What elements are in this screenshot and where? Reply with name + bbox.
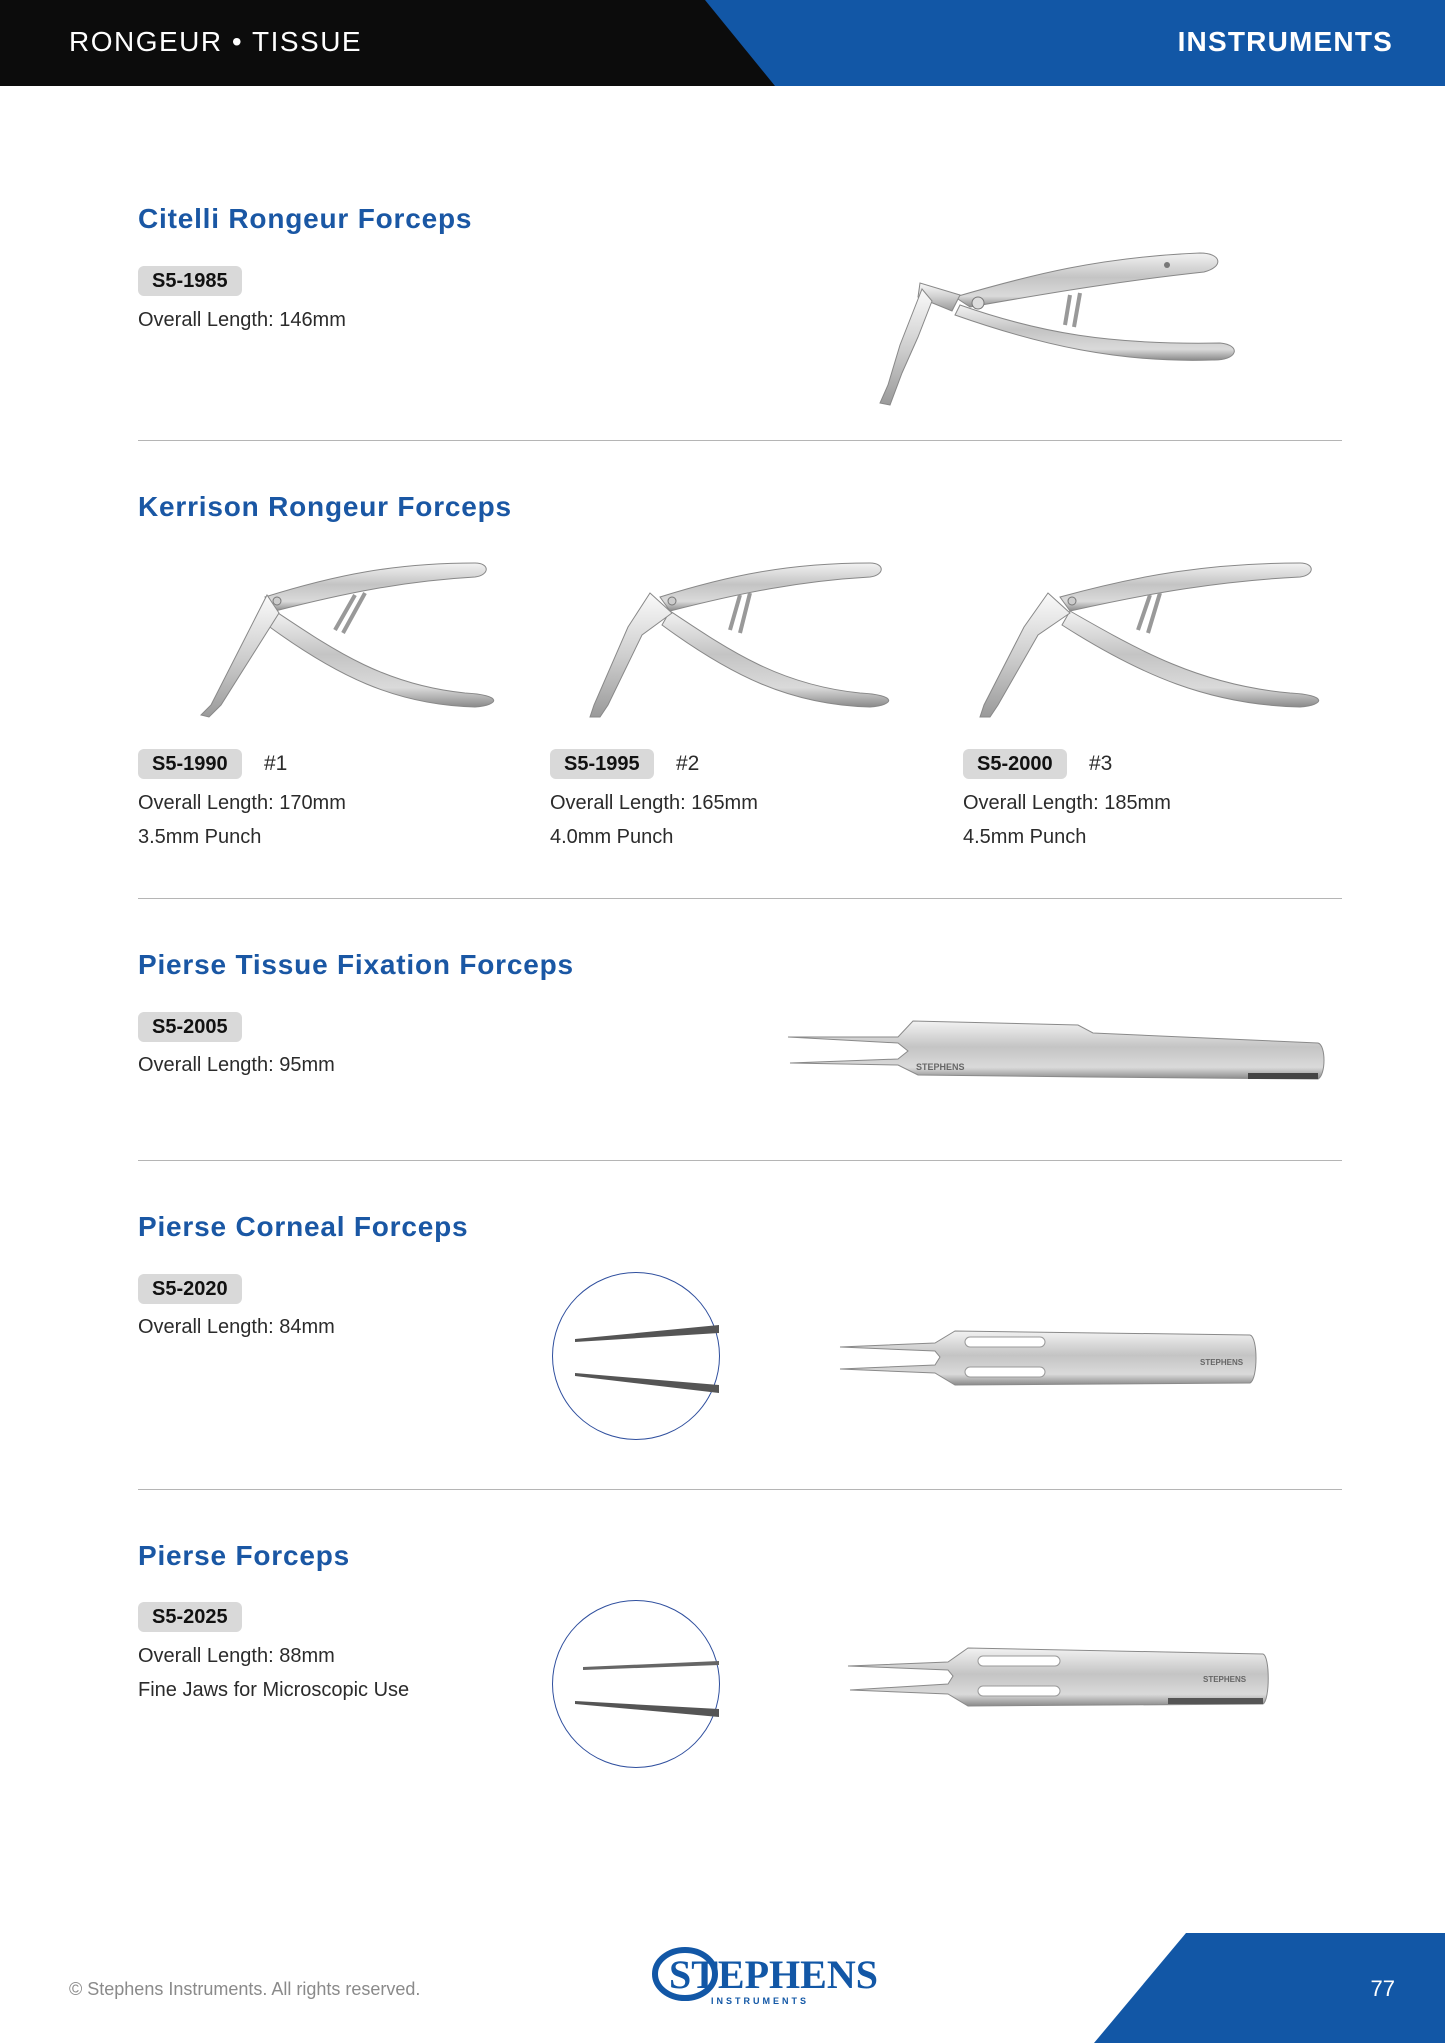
product-code-badge: S5-1995 — [550, 749, 654, 779]
section-divider — [138, 898, 1342, 899]
model-number: #2 — [676, 752, 700, 775]
tip-detail-magnifier — [552, 1600, 720, 1768]
section-title-citelli: Citelli Rongeur Forceps — [138, 203, 473, 234]
product-code-badge: S5-2005 — [138, 1012, 242, 1042]
kerrison-rongeur-2-image — [580, 555, 900, 720]
section-divider — [138, 440, 1342, 441]
model-number: #3 — [1089, 752, 1113, 775]
pierse-tissue-fixation-forceps-image — [788, 1015, 1328, 1095]
product-spec: 4.5mm Punch — [963, 826, 1087, 848]
product-code-badge: S5-2000 — [963, 749, 1067, 779]
engraving-text: STEPHENS — [1203, 1675, 1247, 1684]
header-category: RONGEUR • TISSUE — [69, 26, 363, 57]
product-spec: Overall Length: 95mm — [138, 1054, 335, 1076]
logo-subtext: INSTRUMENTS — [711, 1996, 809, 2006]
citelli-rongeur-image — [860, 245, 1240, 405]
product-spec: 4.0mm Punch — [550, 826, 674, 848]
pierse-forceps-image — [848, 1642, 1268, 1714]
product-spec: Overall Length: 88mm — [138, 1645, 335, 1667]
header-section: INSTRUMENTS — [1177, 26, 1393, 57]
section-title-pierse-corneal: Pierse Corneal Forceps — [138, 1211, 469, 1242]
product-spec: Overall Length: 185mm — [963, 792, 1171, 814]
section-divider — [138, 1489, 1342, 1490]
model-number: #1 — [264, 752, 288, 775]
product-code-badge: S5-1990 — [138, 749, 242, 779]
product-spec: 3.5mm Punch — [138, 826, 262, 848]
product-code-badge: S5-2025 — [138, 1602, 242, 1632]
pierse-corneal-forceps-image — [840, 1325, 1260, 1395]
product-spec: Overall Length: 165mm — [550, 792, 758, 814]
product-code-badge: S5-2020 — [138, 1274, 242, 1304]
engraving-text: STEPHENS — [1200, 1358, 1244, 1367]
section-divider — [138, 1160, 1342, 1161]
section-title-pierse-forceps: Pierse Forceps — [138, 1540, 350, 1571]
copyright-notice: © Stephens Instruments. All rights reserved. — [69, 1979, 421, 1999]
product-code-badge: S5-1985 — [138, 266, 242, 296]
tip-detail-magnifier — [552, 1272, 720, 1440]
product-spec: Fine Jaws for Microscopic Use — [138, 1679, 410, 1701]
product-spec: Overall Length: 170mm — [138, 792, 346, 814]
page-number: 77 — [1370, 1976, 1395, 2001]
kerrison-rongeur-3-image — [970, 555, 1330, 720]
kerrison-rongeur-1-image — [185, 555, 505, 720]
section-title-pierse-tissue-fixation: Pierse Tissue Fixation Forceps — [138, 949, 574, 980]
stephens-logo — [633, 1946, 878, 2008]
product-spec: Overall Length: 84mm — [138, 1316, 335, 1338]
product-spec: Overall Length: 146mm — [138, 309, 346, 331]
section-title-kerrison: Kerrison Rongeur Forceps — [138, 491, 512, 522]
engraving-text: STEPHENS — [916, 1062, 965, 1072]
logo-wordmark: STEPHENS — [669, 1952, 878, 1997]
